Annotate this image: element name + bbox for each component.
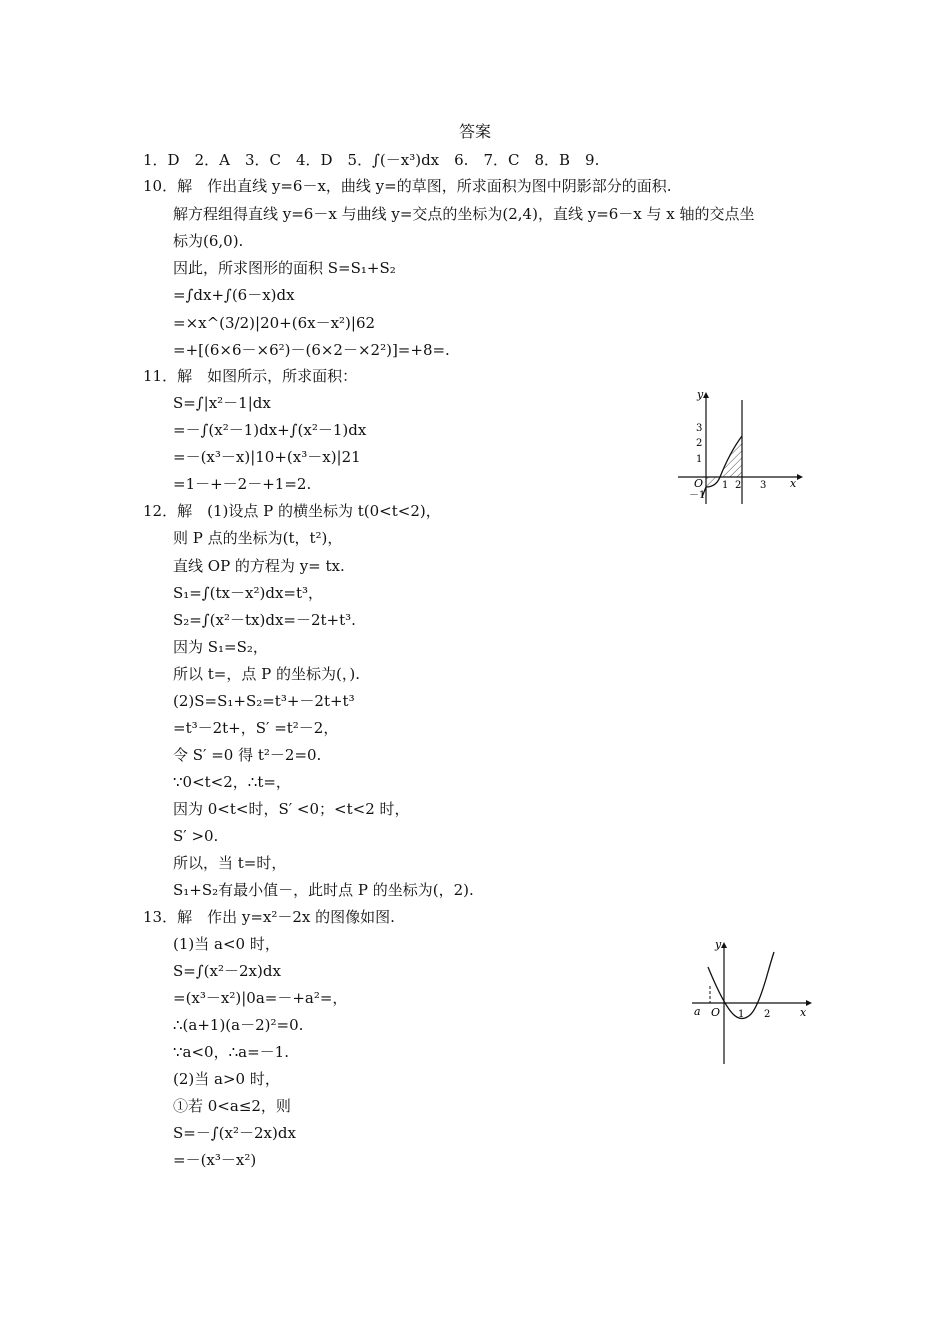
tick-x-3: 3 <box>760 480 767 491</box>
text-line: 标为(6,0). <box>173 232 244 250</box>
text-line: 因为 0<t<时，S′ <0；<t<2 时， <box>173 800 410 818</box>
text-line: 直线 OP 的方程为 y= tx. <box>173 557 345 575</box>
text-line: S₂=∫(x²－tx)dx=－2t+t³. <box>173 611 356 629</box>
x-axis-label: x <box>790 477 797 490</box>
text-line: 13．解 作出 y=x²－2x 的图像如图. <box>143 908 395 926</box>
origin-label: O <box>711 1006 721 1019</box>
tick-x-2: 2 <box>735 480 742 491</box>
text-line: =t³－2t+，S′ =t²－2， <box>173 719 339 737</box>
text-line: 因此，所求图形的面积 S=S₁+S₂ <box>173 259 396 277</box>
origin-label: O <box>694 477 704 490</box>
text-line: 12．解 (1)设点 P 的横坐标为 t(0<t<2)， <box>143 502 441 520</box>
text-line: =(x³－x²)|0a=－+a²=， <box>173 989 348 1007</box>
text-line: ①若 0<a≤2，则 <box>173 1097 291 1115</box>
text-line: 令 S′ =0 得 t²－2=0. <box>173 746 322 764</box>
text-line: 解方程组得直线 y=6－x 与曲线 y=交点的坐标为(2,4)，直线 y=6－x 与 x 轴的交点坐 <box>173 205 755 223</box>
text-line: ∴(a+1)(a－2)²=0. <box>173 1016 304 1034</box>
text-line: ∵0<t<2，∴t=， <box>173 773 291 791</box>
y-axis-label: y <box>715 938 722 951</box>
x-axis-label: x <box>800 1006 807 1019</box>
tick-y-2: 2 <box>696 438 703 449</box>
text-line: ∵a<0，∴a=－1. <box>173 1043 289 1061</box>
text-line: S₁+S₂有最小值－，此时点 P 的坐标为(，2). <box>173 881 474 899</box>
figure-area-x2-minus-1 <box>672 386 812 506</box>
text-line: S=－∫(x²－2x)dx <box>173 1124 296 1142</box>
text-line: =1－+－2－+1=2. <box>173 475 312 493</box>
text-line: S₁=∫(tx－x²)dx=t³， <box>173 584 324 602</box>
a-label: a <box>694 1005 701 1018</box>
text-line: =+[(6×6－×6²)－(6×2－×2²)]=+8=. <box>173 341 450 359</box>
text-line: 1．D 2．A 3．C 4．D 5．∫(－x³)dx 6. 7．C 8．B 9. <box>143 151 600 169</box>
text-line: 则 P 点的坐标为(t，t²)， <box>173 529 343 547</box>
tick-x-1: 1 <box>722 480 729 491</box>
tick-y-1: 1 <box>696 454 703 465</box>
tick-x-2: 2 <box>764 1009 771 1020</box>
text-line: 所以，当 t=时， <box>173 854 287 872</box>
text-line: =∫dx+∫(6－x)dx <box>173 286 295 304</box>
text-line: =－(x³－x)|10+(x³－x)|21 <box>173 448 361 466</box>
text-line: (2)S=S₁+S₂=t³+－2t+t³ <box>173 692 355 710</box>
text-line: S=∫|x²－1|dx <box>173 394 271 412</box>
text-line: (1)当 a<0 时， <box>173 935 280 953</box>
text-line: =×x^(3/2)|20+(6x－x²)|62 <box>173 314 376 332</box>
page-title: 答案 <box>458 122 491 141</box>
text-line: 因为 S₁=S₂， <box>173 638 268 656</box>
text-line: =－(x³－x²) <box>173 1151 257 1169</box>
text-line: 11．解 如图所示，所求面积： <box>143 367 358 385</box>
text-line: =－∫(x²－1)dx+∫(x²－1)dx <box>173 421 367 439</box>
text-line: S=∫(x²－2x)dx <box>173 962 281 980</box>
text-line: 所以 t=，点 P 的坐标为(，). <box>173 665 360 683</box>
tick-y-neg1: －1 <box>689 490 706 501</box>
figure-parabola-x2-minus-2x <box>688 936 818 1066</box>
y-axis-label: y <box>697 388 704 401</box>
text-line: 10．解 作出直线 y=6－x，曲线 y=的草图，所求面积为图中阴影部分的面积. <box>143 177 672 195</box>
tick-x-1: 1 <box>738 1009 745 1020</box>
tick-y-3: 3 <box>696 423 703 434</box>
text-line: (2)当 a>0 时， <box>173 1070 280 1088</box>
text-line: S′ >0. <box>173 827 219 845</box>
